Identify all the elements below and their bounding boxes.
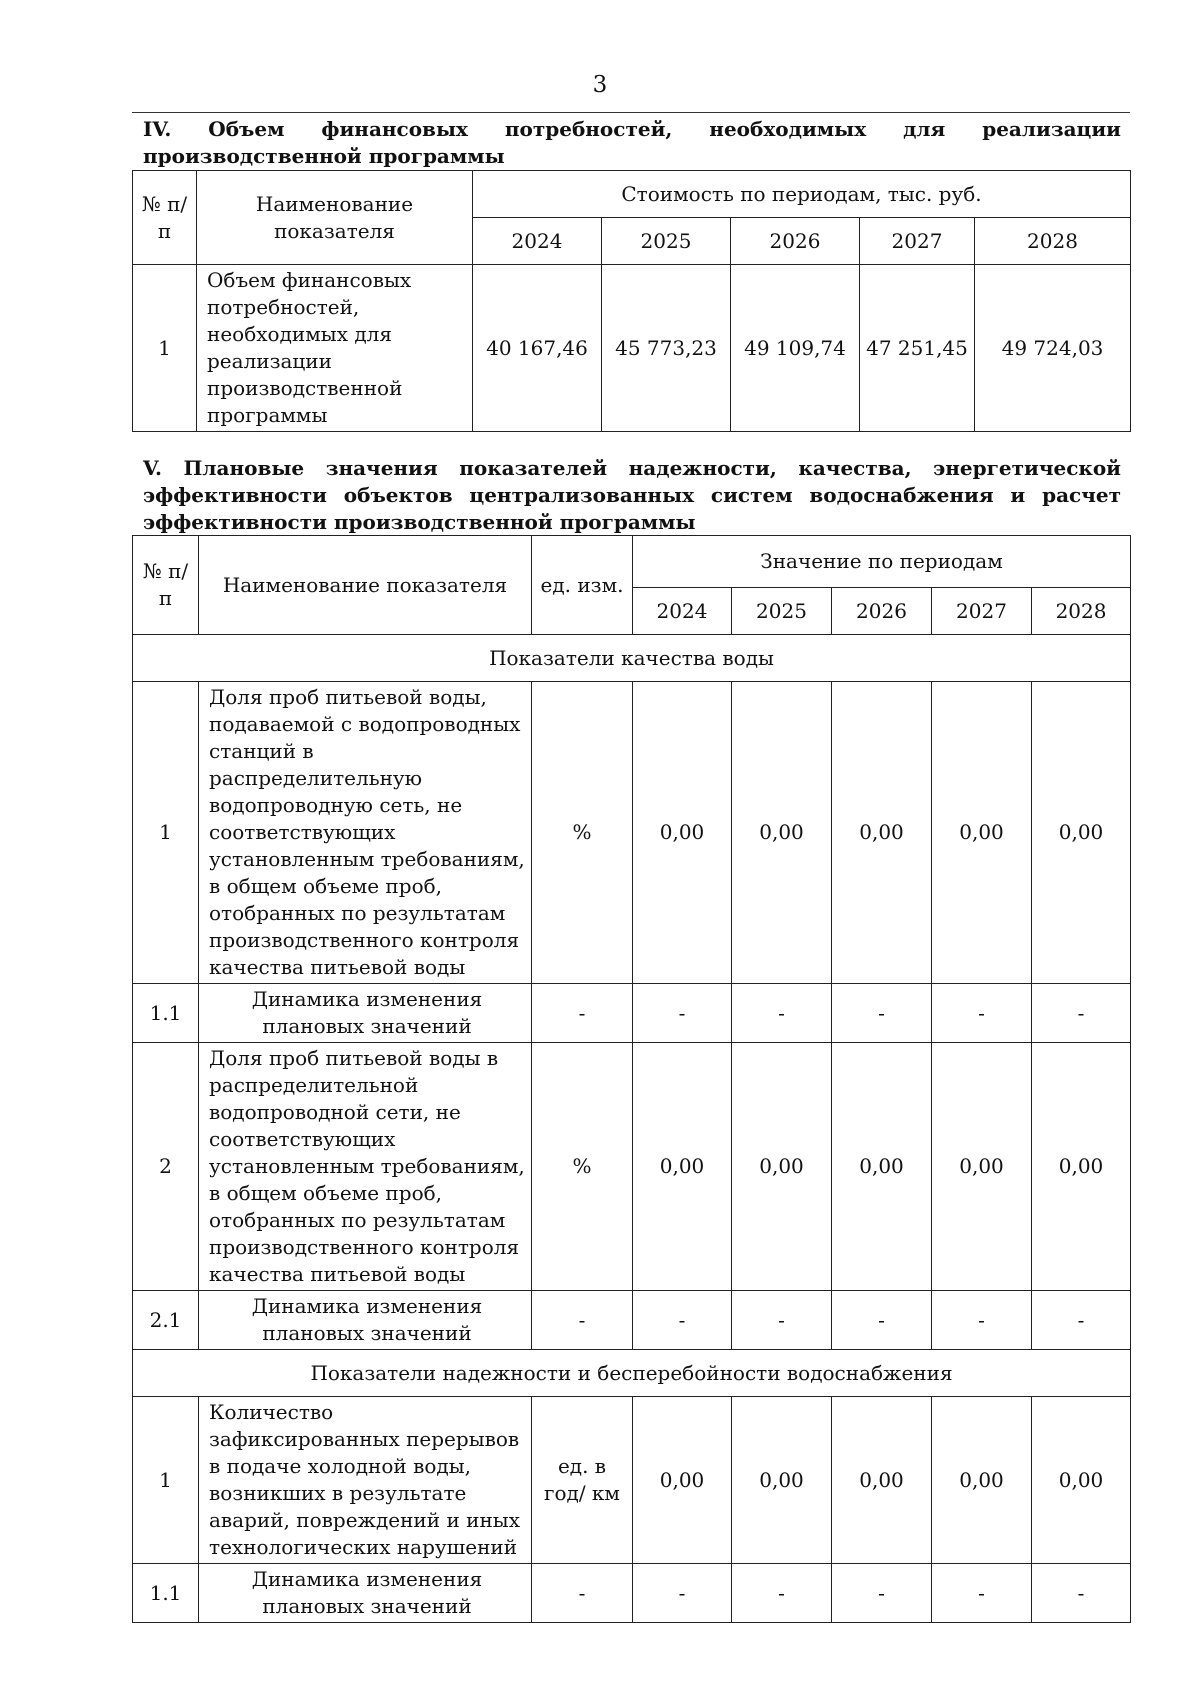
header-num: № п/п	[133, 171, 197, 265]
row-value: -	[832, 1291, 932, 1350]
page-number: 3	[592, 72, 608, 98]
header-value: Значение по периодам	[633, 536, 1131, 588]
row-unit: ед. в год/ км	[532, 1397, 633, 1564]
row-num: 2	[133, 1043, 199, 1291]
row-value: -	[633, 984, 732, 1043]
row-num: 1	[133, 265, 197, 432]
row-unit: -	[532, 1564, 633, 1623]
row-value: 0,00	[1032, 682, 1131, 984]
row-value: -	[732, 984, 832, 1043]
row-value: 0,00	[932, 1043, 1032, 1291]
row-value: 0,00	[832, 1397, 932, 1564]
header-year: 2028	[1032, 588, 1131, 635]
header-name: Наименование показателя	[199, 536, 532, 635]
row-name: Количество зафиксированных перерывов в подаче холодной воды, возникших в результате аварий, повреждений и иных технологических нарушений	[199, 1397, 532, 1564]
header-year: 2026	[731, 218, 860, 265]
header-num: № п/п	[133, 536, 199, 635]
table-row	[133, 1564, 1131, 1623]
row-value: 0,00	[932, 1397, 1032, 1564]
row-value: -	[832, 1564, 932, 1623]
header-rule	[132, 112, 1130, 113]
row-value: -	[1032, 1291, 1131, 1350]
row-name: Доля проб питьевой воды, подаваемой с водопроводных станций в распределительную водопроводную сеть, не соответствующих установленным требованиям, в общем объеме проб, отобранных по результатам производственного контроля качества питьевой воды	[199, 682, 532, 984]
header-year: 2027	[932, 588, 1032, 635]
group-title: Показатели качества воды	[133, 635, 1131, 682]
row-value: 0,00	[732, 1397, 832, 1564]
table-row	[133, 682, 1131, 984]
row-value: 0,00	[732, 1043, 832, 1291]
row-num: 1	[133, 682, 199, 984]
row-value: 0,00	[1032, 1397, 1131, 1564]
row-value: -	[732, 1564, 832, 1623]
row-value: 0,00	[633, 1397, 732, 1564]
indicators-table	[132, 535, 1131, 1623]
row-value: 49 109,74	[731, 265, 860, 432]
row-name: Динамика изменения плановых значений	[199, 1564, 532, 1623]
financial-needs-table	[132, 170, 1131, 432]
row-value: 49 724,03	[975, 265, 1131, 432]
group-title: Показатели надежности и бесперебойности водоснабжения	[133, 1350, 1131, 1397]
row-unit: %	[532, 682, 633, 984]
header-unit: ед. изм.	[532, 536, 633, 635]
row-num: 1	[133, 1397, 199, 1564]
row-value: -	[1032, 1564, 1131, 1623]
row-value: -	[633, 1564, 732, 1623]
header-year: 2025	[602, 218, 731, 265]
header-year: 2026	[832, 588, 932, 635]
row-unit: -	[532, 984, 633, 1043]
header-year: 2024	[633, 588, 732, 635]
table-row	[133, 1043, 1131, 1291]
table-row	[133, 265, 1131, 432]
header-year: 2027	[860, 218, 975, 265]
table-row	[133, 1397, 1131, 1564]
row-value: 0,00	[832, 682, 932, 984]
header-year: 2024	[473, 218, 602, 265]
row-num: 1.1	[133, 984, 199, 1043]
row-name: Динамика изменения плановых значений	[199, 984, 532, 1043]
row-value: 45 773,23	[602, 265, 731, 432]
row-value: 0,00	[732, 682, 832, 984]
section-5-heading: V. Плановые значения показателей надежности, качества, энергетической эффективности объектов централизованных систем водоснабжения и расчет эффективности производственной программы	[143, 456, 1121, 534]
row-value: -	[932, 1564, 1032, 1623]
row-value: 0,00	[1032, 1043, 1131, 1291]
row-value: -	[932, 1291, 1032, 1350]
row-value: -	[1032, 984, 1131, 1043]
row-value: -	[732, 1291, 832, 1350]
row-value: 0,00	[633, 682, 732, 984]
section-4-heading: IV. Объем финансовых потребностей, необходимых для реализации производственной программы	[143, 117, 1121, 168]
row-unit: %	[532, 1043, 633, 1291]
row-value: 0,00	[633, 1043, 732, 1291]
row-value: 40 167,46	[473, 265, 602, 432]
row-value: 0,00	[932, 682, 1032, 984]
row-num: 1.1	[133, 1564, 199, 1623]
row-num: 2.1	[133, 1291, 199, 1350]
header-name: Наименование показателя	[197, 171, 473, 265]
row-value: -	[832, 984, 932, 1043]
row-value: -	[932, 984, 1032, 1043]
header-year: 2028	[975, 218, 1131, 265]
row-unit: -	[532, 1291, 633, 1350]
row-name: Динамика изменения плановых значений	[199, 1291, 532, 1350]
table-row	[133, 1291, 1131, 1350]
row-value: 47 251,45	[860, 265, 975, 432]
row-name: Объем финансовых потребностей, необходимых для реализации производственной программы	[197, 265, 473, 432]
table-row	[133, 984, 1131, 1043]
header-year: 2025	[732, 588, 832, 635]
header-cost: Стоимость по периодам, тыс. руб.	[473, 171, 1131, 218]
row-name: Доля проб питьевой воды в распределительной водопроводной сети, не соответствующих установленным требованиям, в общем объеме проб, отобранных по результатам производственного контроля качества питьевой воды	[199, 1043, 532, 1291]
row-value: 0,00	[832, 1043, 932, 1291]
row-value: -	[633, 1291, 732, 1350]
